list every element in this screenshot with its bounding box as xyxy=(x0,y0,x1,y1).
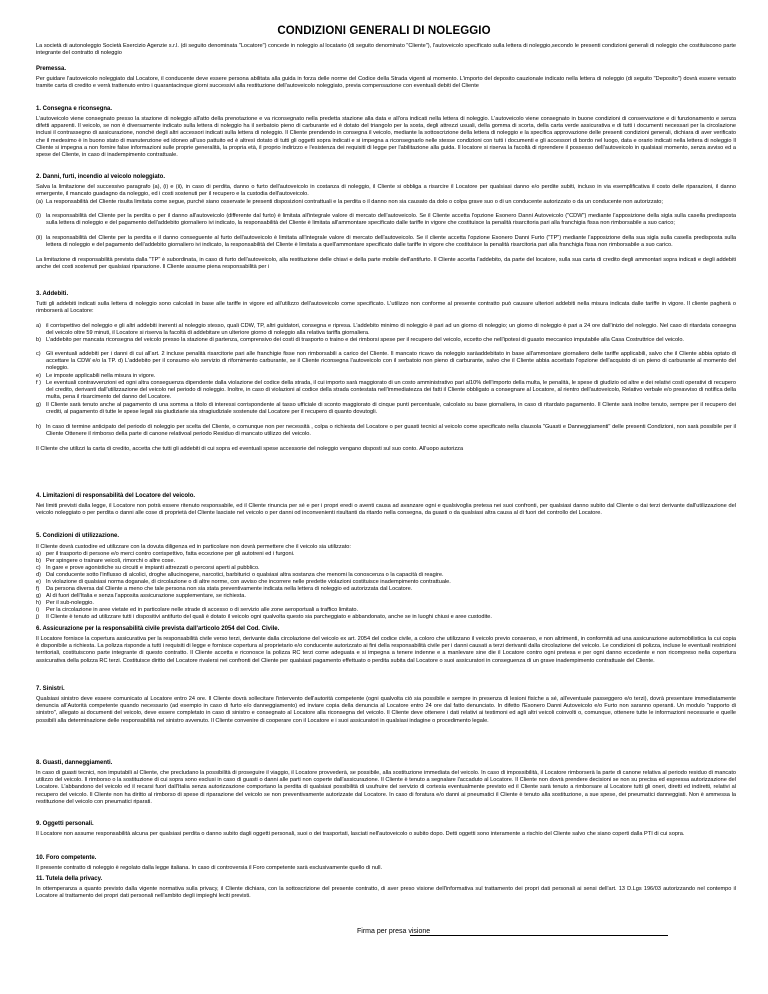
section-3-item xyxy=(36,380,736,402)
item-text: la responsabilità del Cliente per la perdita o per il danno all'autoveicolo (differente dal furto) è limitata all'integrale valore di mercato dell'autoveicolo. Se il Cliente accetta l'opzione Esonero Danni Autoveicolo ("CDW") mediante l'apposizione della sigla sulla casella predisposta sulla lettera di noleggio e del pagamento dell'addebito giornaliero ivi indicato, la responsabilità del Cliente è limitata all'ammontare specificato dalle tariffe in vigore che costituisce la penalità risarcitoria pari alla franchigia fissa non rimborsabile a suo carico; xyxy=(46,213,736,227)
item-text: Per il sub-noleggio. xyxy=(46,600,94,606)
item-key: g) xyxy=(36,593,41,599)
item-key: f ) xyxy=(36,380,41,386)
item-key: (a) xyxy=(36,199,43,205)
item-key: a) xyxy=(36,551,41,557)
item-key: a) xyxy=(36,323,41,329)
section-10-text: Il presente contratto di noleggio è regolato dalla legge italiana. In caso di controversia il Foro competente sarà esclusivamente quello di null. xyxy=(36,865,383,871)
section-5-heading: 5. Condizioni di utilizzazione. xyxy=(36,533,119,539)
section-5-text: Il Cliente dovrà custodire ed utilizzare con la dovuta diligenza ed in particolare non dovrà permettere che il veicolo sia utilizzato: xyxy=(36,544,351,550)
item-text: Per spingere o trainare veicoli, rimorchi o altre cose. xyxy=(46,558,176,564)
item-text: In gare e prove agonistiche su circuiti e impianti attrezzati o percorsi aperti al pubblico. xyxy=(46,565,260,571)
page-title: CONDIZIONI GENERALI DI NOLEGGIO xyxy=(277,25,491,37)
section-11-text: In ottemperanza a quanto previsto dalla vigente normativa sulla privacy, il Cliente dichiara, con la sottoscrizione del presente contratto, di aver preso visione dell'informativa sul trattamento dei propri dati personali ai sensi dell'art. 13 D.Lgs 196/03 autorizzando nel contempo il Locatore al trattamento dei propri dati personali nell'ambito degli impieghi leciti previsti. xyxy=(36,886,736,900)
section-6-heading: 6. Assicurazione per la responsabilità civile prevista dall'articolo 2054 del Cod. Civile. xyxy=(36,626,280,632)
item-key: h) xyxy=(36,424,41,430)
item-text: Le eventuali contravvenzioni ed ogni altra conseguenza dipendente dalla violazione del codice della strada, il cui importo sarà maggiorato di un costo amministrativo pari al10% dell'importo della multa, le penalità, le spese di giudizio od altre e dei relativi costi operativi di recupero del credito, derivanti dall'utilizzazione del veicolo nel periodo di noleggio. Inoltre, in caso di violazioni al codice della strada contestata nell'immediatezza dei fatti il Cliente obbligato a consegnare al Locatore, al rientro dell'autoveicolo, Relativo verbale e/o preavviso di notifica della multa, pena il risarcimento del danno del Locatore. xyxy=(46,380,736,401)
section-5-item xyxy=(36,614,736,621)
item-text: La responsabilità del Cliente risulta limitata come segue, purché siano osservate le presenti disposizioni contrattuali e la perdita o il danno non sia causato da dolo o colpa grave suo o di un conducente autorizzato o da un conducente non autorizzato; xyxy=(46,199,663,205)
section-3-item xyxy=(36,402,736,416)
item-key: b) xyxy=(36,558,41,564)
section-2-item xyxy=(36,235,736,249)
section-6-text: Il Locatore fornisce la copertura assicurativa per la responsabilità civile verso terzi, derivante dalla circolazione del veicolo ex art. 2054 del codice civile, a coloro che utilizzano il veicolo previo consenso, e non altrimenti, in conformità ad una assicurazione automobilistica la cui copia è disponibile a richiesta. La polizza risponde a tutti i requisiti di legge e fornisce copertura al proprietario e/o conducente autorizzato ai fini della responsabilità civile per i danni causati a terzi derivanti dalla circolazione del veicolo. Le condizioni di polizza, incluse le eventuali restrizioni territoriali, costituiscono parte integrante di questo contratto. Il Cliente accetta e riconosce la polizza RC terzi come adeguata e si impegna a tenere indenne e a manlevare sine die il Locatore contro ogni pretesa e per ogni danno eccedente e non ricompreso nella copertura assicurativa della polizza RC terzi. Costituisce diritto del Locatore rivalersi nei confronti del Cliente per qualsiasi pagamento effettuato o perdita subita dal Locatore o suoi assicuratori in conseguenza di un grave inadempimento contrattuale del Cliente. xyxy=(36,636,736,664)
section-7-heading: 7. Sinistri. xyxy=(36,686,65,692)
section-4-text: Nei limiti previsti dalla legge, il Locatore non potrà essere ritenuto responsabile, ed il Cliente rinuncia per sé e per i propri eredi o aventi causa ad avanzare ogni e qualsivoglia pretesa nei suoi confronti, per qualsiasi danno subito dal Cliente o dai terzi derivante dall'utilizzazione del veicolo noleggiato o per perdita o danni alle cose di proprietà del Cliente lasciate nel veicolo o per danni od inconvenienti risultanti da ritardo nella consegna, da guasti o da qualsiasi altra causa al di fuori del controllo del Locatore. xyxy=(36,503,736,517)
section-9-heading: 9. Oggetti personali. xyxy=(36,821,94,827)
item-text: L'addebito per mancata riconsegna del veicolo presso la stazione di partenza, comprensivo dei costi di trasporto o traino e dei rimborsi spese per il recupero del veicolo, eccetto che nell'ipotesi di guasto meccanico imputabile alla Casa Costruttrice del veicolo. xyxy=(46,337,684,343)
item-text: Il Cliente sarà tenuto anche al pagamento di una somma a titolo di interessi corrispondente al tasso ufficiale di sconto maggiorato di cinque punti percentuale, calcolato su base giornaliera, in caso di ritardato pagamento. Il Cliente sarà inoltre tenuto, sempre per il recupero dei crediti, al pagamento di tutte le spese legali sia giudiziarie sia stragiudiziale sostenute dal Locatore per il recupero di quanto dovutogli. xyxy=(46,402,736,416)
item-text: per il trasporto di persone e/o merci contro corrispettivo, fatta eccezione per gli autotreni ed i furgoni. xyxy=(46,551,295,557)
section-1-text: L'autoveicolo viene consegnato presso la stazione di noleggio all'atto della prenotazione e va riconsegnato nella predetta stazione alla data e all'ora indicati nella lettera di noleggio. L'autoveicolo viene consegnato in buone condizioni di conservazione e di funzionamento e senza difetti apparenti. Il veicolo, se non è diversamente indicato sulla lettera di noleggio ha il serbatoio pieno di carburante ed è dotato del triangolo per la sosta, degli attrezzi usuali, della gomma di scorta, della carta verde assicurativa e di tutti i documenti necessari per la circolazione inclusi il contrassegno di assicurazione, nonché degli altri accessori indicati sulla lettera di noleggio. Il Cliente prendendo in consegna il veicolo, mediante la sottoscrizione della lettera di noleggio e la specifica approvazione delle presenti condizioni generali, dichiara di aver verificato che il medesimo è in buono stato di manutenzione ed idoneo all'uso pattuito ed è altresì dotato di tutti gli oggetti sopra indicati e si impegna a riconsegnarlo nelle stesse condizioni con tutti i documenti e gli accessori di bordo nel luogo, data e orario indicati nella lettera di noleggio Il Cliente si impegna a non fornire false informazioni sulle proprie generalità, la propria età, il proprio indirizzo e l'esistenza dei requisiti di legge per l'abilitazione alla guida. Il locatore si riserva la facoltà di riprendere il possesso dell'autoveicolo in qualsiasi momento, senza avviso ed a spese del Cliente, in caso di inadempimento contrattuale. xyxy=(36,116,736,159)
section-4-heading: 4. Limitazioni di responsabilità del Locatore del veicolo. xyxy=(36,493,196,499)
signature-line[interactable] xyxy=(410,935,668,936)
section-7-text: Qualsiasi sinistro deve essere comunicato al Locatore entro 24 ore. Il Cliente dovrà sollecitare l'intervento dell'autorità competente (ogni qualvolta ciò sia possibile e sempre in presenza di lesioni fisiche a sé, all'eventuale passeggero e/o terzi), dovrà presentare immediatamente denuncia all'Autorità competente quando necessario (ad esempio in caso di furto e/o danneggiamento) ed inviare copia della denuncia al Locatore entro 24 ore dal fatto denunciato. In difetto l'Esonero Danni Autoveicolo e/o Furto non saranno operanti. Un modulo "rapporto di sinistro", allegato ai documenti del veicolo, deve essere completato in caso di sinistro e consegnato al Locatore alla riconsegna del veicolo. Il Cliente deve ottenere i dati relativi ai testimoni ed agli altri veicoli coinvolti o, comunque, ottenere tutte le informazioni necessarie e quelle possibili alla determinazione delle responsabilità nel sinistro avvenuto. Il Cliente convenire di cooperare con il Locatore e i suoi assicuratori in qualsiasi indagine o procedimento legale. xyxy=(36,696,736,724)
section-1-heading: 1. Consegna e riconsegna. xyxy=(36,106,113,112)
item-key: (i) xyxy=(36,213,41,219)
item-key: i) xyxy=(36,607,40,613)
premessa-heading: Premessa. xyxy=(36,66,67,72)
item-text: In caso di termine anticipato del periodo di noleggio per scelta del Cliente, o comunque non per necessità , colpa o richiesta del Locatore o per guasti tecnici al veicolo come specificato nella clausola "Guasti e Danneggiamenti" delle presenti Condizioni, non sarà possibile per il Cliente Ottenere il rimborso della parte di canone relativoal periodo Residuo di mancato utilizzo del veicolo. xyxy=(46,424,736,438)
item-key: g) xyxy=(36,402,41,408)
item-key: h) xyxy=(36,600,41,606)
signature-label: Firma per presa visione xyxy=(357,928,431,935)
section-9-text: Il Locatore non assume responsabilità alcuna per qualsiasi perdita o danno subito dagli oggetti personali, suoi o dei trasportati, lasciati nell'autoveicolo o subito dopo. Detti oggetti sono interamente a rischio del Cliente salvo che siano coperti dalla PTI di cui sopra. xyxy=(36,831,685,837)
section-10-heading: 10. Foro competente. xyxy=(36,855,97,861)
item-text: Il Cliente è tenuto ad utilizzare tutti i dispositivi antifurto del quali è dotato il veicolo ogni qualvolta questo sia parcheggiato e abbandonato, anche se in luoghi chiusi e aree custodite. xyxy=(46,614,492,620)
item-key: d) xyxy=(36,572,41,578)
item-text: la responsabilità del Cliente per la perdita e il danno conseguente al furto dell'autoveicolo è limitata all'integrale valore di mercato dell'autoveicolo. Se il cliente accetta l'opzione Esonero Danni Furto ("TP") mediante l'apposizione della sua sigla sulla casella predisposta sulla lettera di noleggio e del pagamento dell'addebito giornaliero ivi indicato, la responsabilità del Cliente è limitata a quell'ammontare specificato dalle tariffe in vigore che costituisce la penalità risarcitoria pari alla franchigia fissa non rimborsabile a suo carico. xyxy=(46,235,736,249)
section-3-item xyxy=(36,323,736,337)
section-3-item xyxy=(36,424,736,438)
item-text: Le imposte applicabili nella misura in vigore. xyxy=(46,373,156,379)
item-text: Al di fuori dell'Italia e senza l'apposita assicurazione supplementare, se richiesta. xyxy=(46,593,246,599)
item-key: j) xyxy=(36,614,40,620)
item-text: Per la circolazione in aree vietate ed in particolare nelle strade di accesso o di servizio alle zone aeroportuali a traffico limitato. xyxy=(46,607,359,613)
item-key: e) xyxy=(36,579,41,585)
section-2-item xyxy=(36,213,736,227)
premessa-text: Per guidare l'autoveicolo noleggiato dal Locatore, il conducente deve essere persona abilitata alla guida in forza delle norme del Codice della Strada vigenti al momento. L'importo del deposito cauzionale indicato nella lettera di noleggio (di seguito "Deposito") dovrà essere versato tramite carta di credito e verrà trattenuto entro i quarantacinque giorni successivi alla restituzione dell'autoveicolo noleggiato, previa compensazione con eventuali debiti del Cliente xyxy=(36,76,736,90)
section-3-item xyxy=(36,351,736,373)
item-text: In violazione di qualsiasi norma doganale, di circolazione o di altre norme, con avviso che incorrere nelle predette violazioni costituisce inadempimento contrattuale. xyxy=(46,579,451,585)
intro-paragraph: La società di autonoleggio Società Esercizio Agenzie s.r.l. (di seguito denominata "Locatore") concede in noleggio al locatario (di seguito denominato "Cliente"), l'autoveicolo specificato sulla lettera di noleggio,secondo le presenti condizioni generali di noleggio che costituiscono parte integrante del contratto di noleggio xyxy=(36,43,736,57)
item-key: f) xyxy=(36,586,40,592)
section-2-heading: 2. Danni, furti, incendio al veicolo noleggiato. xyxy=(36,174,166,180)
item-key: c) xyxy=(36,351,41,357)
item-text: Dal conducente sotto l'influsso di alcolici, droghe allucinogene, narcotici, barbiturici o qualsiasi altra sostanza che menomi la conoscenza o la capacità di reagire. xyxy=(46,572,444,578)
section-3-after: Il Cliente che utilizzi la carta di credito, accetta che tutti gli addebiti di cui sopra ed eventuali spese accessorie del noleggio vengano disposti sul suo conto. All'uopo autorizza xyxy=(36,446,464,452)
section-3-text: Tutti gli addebiti indicati sulla lettera di noleggio sono calcolati in base alle tariffe in vigore ed all'utilizzo dell'autoveicolo come specificato. L'utilizzo non conforme al presente contratto può causare ulteriori addebiti nella misura indicata dalle tariffe in vigore. Il cliente pagherà o rimborserà al Locatore: xyxy=(36,301,736,315)
section-3-item xyxy=(36,337,736,344)
section-11-heading: 11. Tutela della privacy. xyxy=(36,876,103,882)
item-key: e) xyxy=(36,373,41,379)
section-2-item xyxy=(36,199,736,206)
item-key: (ii) xyxy=(36,235,43,241)
section-8-heading: 8. Guasti, danneggiamenti. xyxy=(36,760,113,766)
item-text: Gli eventuali addebiti per i danni di cui all'art. 2 incluse penalità risarcitorie pari alle franchigie fisse non rimborsabili a carico del Cliente. Il mancato ricavo da noleggio saràaddebitato in base all'ammontare giornaliero delle tariffe applicabili, salvo che il Cliente abbia optato di accettare la CDW e/o la TP. d) L'addebito per il consumo e/o servizio di rifornimento carburante, se il Cliente riconsegna l'autoveicolo con il serbatoio non pieno di carburante, salvo che il Cliente abbia accettato l'opzione dell'acquisto di un pieno di carburante al momento del noleggio. xyxy=(46,351,736,372)
item-key: c) xyxy=(36,565,41,571)
item-text: Da persona diversa dal Cliente a meno che tale persona non sia stata preventivamente indicata nella lettera di noleggio ed autorizzata dal Locatore. xyxy=(46,586,413,592)
section-2-after: La limitazione di responsabilità prevista dalla "TP" è subordinata, in caso di furto dell'autoveicolo, alla restituzione delle chiavi e della parte mobile dell'antifurto. Il Cliente accetta l'addebito, da parte del locatore, sulla sua carta di credito degli ammontari sopra indicati e degli addebiti anche dei costi sostenuti per qualsiasi riparazione. Il Cliente assume piena responsabilità per i xyxy=(36,257,736,271)
section-8-text: In caso di guasti tecnici, non imputabili al Cliente, che precludano la possibilità di proseguire il viaggio, il Locatore provvederà, se possibile, alla sostituzione immediata del veicolo. In caso di impossibilità, il Locatore rimborserà la parte di canone relativa al periodo residuo di mancato utilizzo del veicolo. Il rimborso o la sostituzione di cui sopra sono esclusi in caso di guasti o danni alle parti non coperte dall'assicurazione. Il Cliente è tenuto a segnalare l'accaduto al Locatore. Il Cliente non dovrà prendere decisioni se non su precisa ed espressa autorizzazione del Locatore. L'abbandono del veicolo ed il recarsi fuori dall'Italia senza autorizzazione comportano la perdita di qualsiasi possibilità di usufruire del servizio di cortesia eventualmente previsto ed il Cliente sarà tenuto a rimborsare al Locatore tutti gli oneri, diretti ed indiretti, relativi al recupero del veicolo. Il Cliente non ha diritto al rimborso di spese di riparazione del veicolo se non preventivamente autorizzate dal Locatore. In caso di foratura e/o danni ai pneumatici il Cliente è tenuto alla sostituzione, a sue spese, dei pneumatici danneggiati. Non è ammessa la restituzione del veicolo con pneumatici riparati. xyxy=(36,770,736,805)
item-key: b) xyxy=(36,337,41,343)
item-text: il corrispettivo del noleggio e gli altri addebiti inerenti al noleggio stesso, quali CDW, TP, altri guidatori, consegna e ripresa. L'addebito minimo di noleggio è pari ad un giorno di noleggio; un giorno di noleggio è pari a 24 ore dall'inizio del noleggio. Nel caso di ritardata consegna del veicolo oltre 59 minuti, il Locatore si riserva la facoltà di addebitare un ulteriore giorno di noleggio alla relativa tariffa giornaliera. xyxy=(46,323,736,337)
section-3-heading: 3. Addebiti. xyxy=(36,291,69,297)
section-2-text: Salva la limitazione del successivo paragrafo (a), (i) e (ii), in caso di perdita, danno o furto dell'autoveicolo in costanza di noleggio, il Cliente si obbliga a risarcire il Locatore per qualsiasi danno e/o perdite subiti, incluso in via esemplificativa il costo delle riparazioni, il danno emergente, il mancato guadagno da noleggio, ed i costi sostenuti per il recupero e la custodia dell'autoveicolo. xyxy=(36,184,736,198)
